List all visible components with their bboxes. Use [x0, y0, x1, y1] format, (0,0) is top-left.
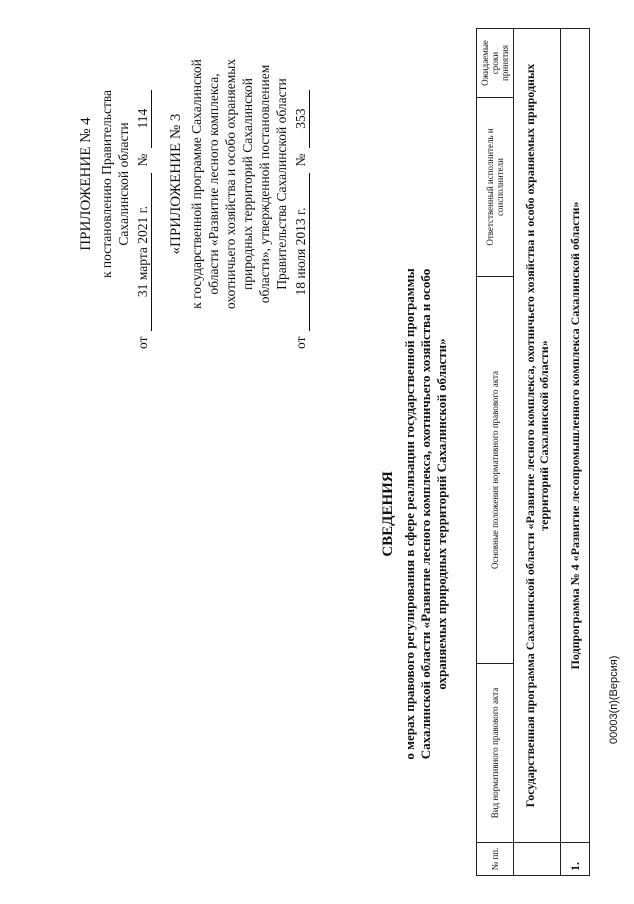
appendix2-line: природных территорий Сахалинской	[240, 78, 255, 290]
footer-code: 00003(п)(Версия)	[608, 655, 620, 744]
subprogram-row: Подпрограмма № 4 «Развитие лесопромышленного комплекса Сахалинской области»	[561, 29, 590, 843]
appendix-line2: Сахалинской области	[116, 122, 131, 246]
table-header-row	[477, 29, 514, 876]
title-head: СВЕДЕНИЯ	[380, 471, 396, 557]
title-line1: о мерах правового регулирования в сфере реализации государственной программы	[402, 268, 417, 760]
title-line2: Сахалинской области «Развитие лесного комплекса, охотничьего хозяйства и особо	[418, 268, 433, 760]
program-row: Государственная программа Сахалинской области «Развитие лесного комплекса, охотничьего хозяйства и особо охраняемых природных территорий Сахалинской области»	[514, 29, 561, 843]
header-act-type: Вид нормативного правового акта	[477, 664, 514, 843]
header-provisions: Основные положения нормативного правового акта	[477, 277, 514, 664]
appendix-date-row	[134, 19, 152, 349]
document-title	[380, 254, 450, 774]
appendix2-title: «ПРИЛОЖЕНИЕ № 3	[168, 113, 184, 255]
appendix2-line: охотничьего хозяйства и особо охраняемых	[223, 58, 238, 310]
regulation-table	[476, 28, 590, 876]
appendix2-text	[188, 19, 290, 349]
appendix2-num-sign: №	[293, 153, 308, 167]
empty-cell	[514, 843, 561, 876]
appendix-title: ПРИЛОЖЕНИЕ № 4	[78, 117, 94, 251]
row-number: 1.	[561, 843, 590, 876]
header-num: № пп.	[477, 843, 514, 876]
appendix-from: от	[135, 336, 150, 349]
appendix2-from: от	[293, 336, 308, 349]
table-row	[561, 29, 590, 876]
appendix-line1: к постановлению Правительства	[99, 89, 114, 279]
appendix2-date-row	[292, 19, 310, 349]
appendix2-date: 18 июля 2013 г.	[292, 173, 310, 331]
appendix-number: 114	[134, 90, 152, 148]
appendix2-line: области», утвержденной постановлением	[257, 64, 272, 304]
appendix-num-sign: №	[135, 153, 150, 167]
appendix2-line: к государственной программе Сахалинской	[189, 59, 204, 309]
header-executor: Ответственный исполнитель и соисполнители	[477, 98, 514, 277]
title-line3: охраняемых природных территорий Сахалинской области»	[434, 338, 449, 690]
appendix-block	[78, 19, 152, 349]
appendix2-line: Правительства Сахалинской области	[274, 78, 289, 290]
appendix2-line: области «Развитие лесного комплекса,	[206, 73, 221, 295]
header-terms: Ожидаемые сроки принятия	[477, 29, 514, 98]
appendix-date: 31 марта 2021 г.	[134, 173, 152, 331]
appendix2-number: 353	[292, 90, 310, 148]
table-row	[514, 29, 561, 876]
appendix2-block	[168, 19, 310, 349]
